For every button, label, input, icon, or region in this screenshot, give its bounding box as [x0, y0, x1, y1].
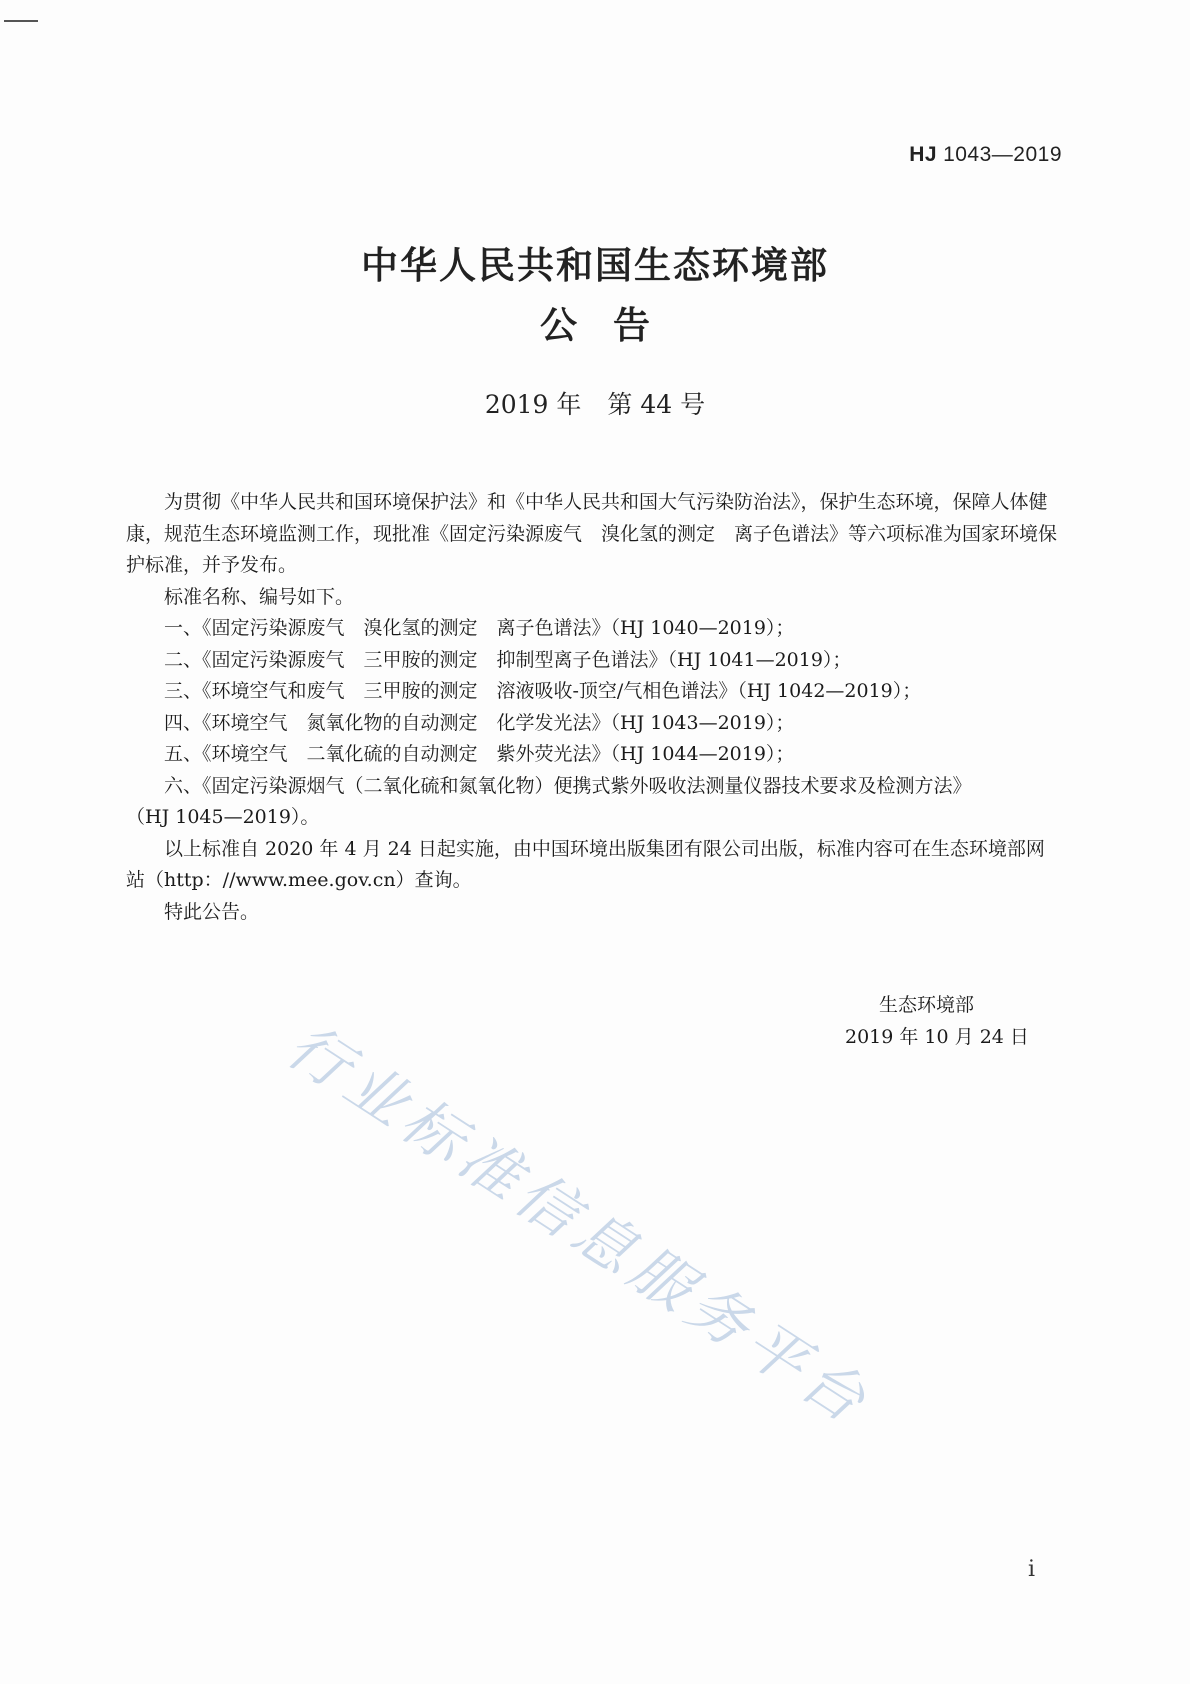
- standard-prefix: HJ: [909, 143, 938, 166]
- standard-item-6-line1: 六、《固定污染源烟气（二氧化硫和氮氧化物）便携式紫外吸收法测量仪器技术要求及检测方法》: [164, 774, 972, 797]
- list-heading: 标准名称、编号如下。: [164, 585, 355, 608]
- intro-paragraph: 为贯彻《中华人民共和国环境保护法》和《中华人民共和国大气污染防治法》，保护生态环境，保障人体健康，规范生态环境监测工作，现批准《固定污染源废气 溴化氢的测定 离子色谱法》等六项标准为国家环境保护标准，并予发布。: [126, 491, 1058, 576]
- standard-item: 二、《固定污染源废气 三甲胺的测定 抑制型离子色谱法》（HJ 1041—2019）；: [164, 648, 852, 671]
- watermark: 行业标准信息服务平台: [274, 1010, 884, 1440]
- standard-item: 三、《环境空气和废气 三甲胺的测定 溶液吸收-顶空/气相色谱法》（HJ 1042—2019）；: [164, 680, 922, 702]
- standard-number: 1043—2019: [943, 143, 1062, 166]
- signature-org: 生态环境部: [879, 994, 975, 1016]
- issue-number: 第 44 号: [607, 390, 706, 419]
- issue-line: [0, 385, 1190, 421]
- signature-date: 2019 年 10 月 24 日: [845, 1025, 1029, 1048]
- implementation-paragraph: 以上标准自 2020 年 4 月 24 日起实施，由中国环境出版集团有限公司出版，标准内容可在生态环境部网站（http：//www.mee.gov.cn）查询。: [126, 837, 1045, 891]
- page-number: i: [1027, 1557, 1035, 1582]
- issue-year: 2019 年: [484, 390, 582, 419]
- ministry-title: 中华人民共和国生态环境部: [361, 244, 829, 287]
- signature-block: [845, 990, 1029, 1053]
- standard-item: 一、《固定污染源废气 溴化氢的测定 离子色谱法》（HJ 1040—2019）；: [164, 617, 795, 639]
- standard-item: 四、《环境空气 氮氧化物的自动测定 化学发光法》（HJ 1043—2019）；: [164, 711, 795, 734]
- standard-item-6-line2: （HJ 1045—2019）。: [126, 806, 320, 828]
- announcement-title: 公告: [540, 304, 686, 347]
- announcement-body: [126, 487, 1061, 928]
- standard-item: 五、《环境空气 二氧化硫的自动测定 紫外荧光法》（HJ 1044—2019）；: [164, 743, 795, 765]
- standard-code: [909, 143, 1062, 167]
- scan-edge-mark: [4, 20, 38, 22]
- closing-line: 特此公告。: [164, 900, 260, 923]
